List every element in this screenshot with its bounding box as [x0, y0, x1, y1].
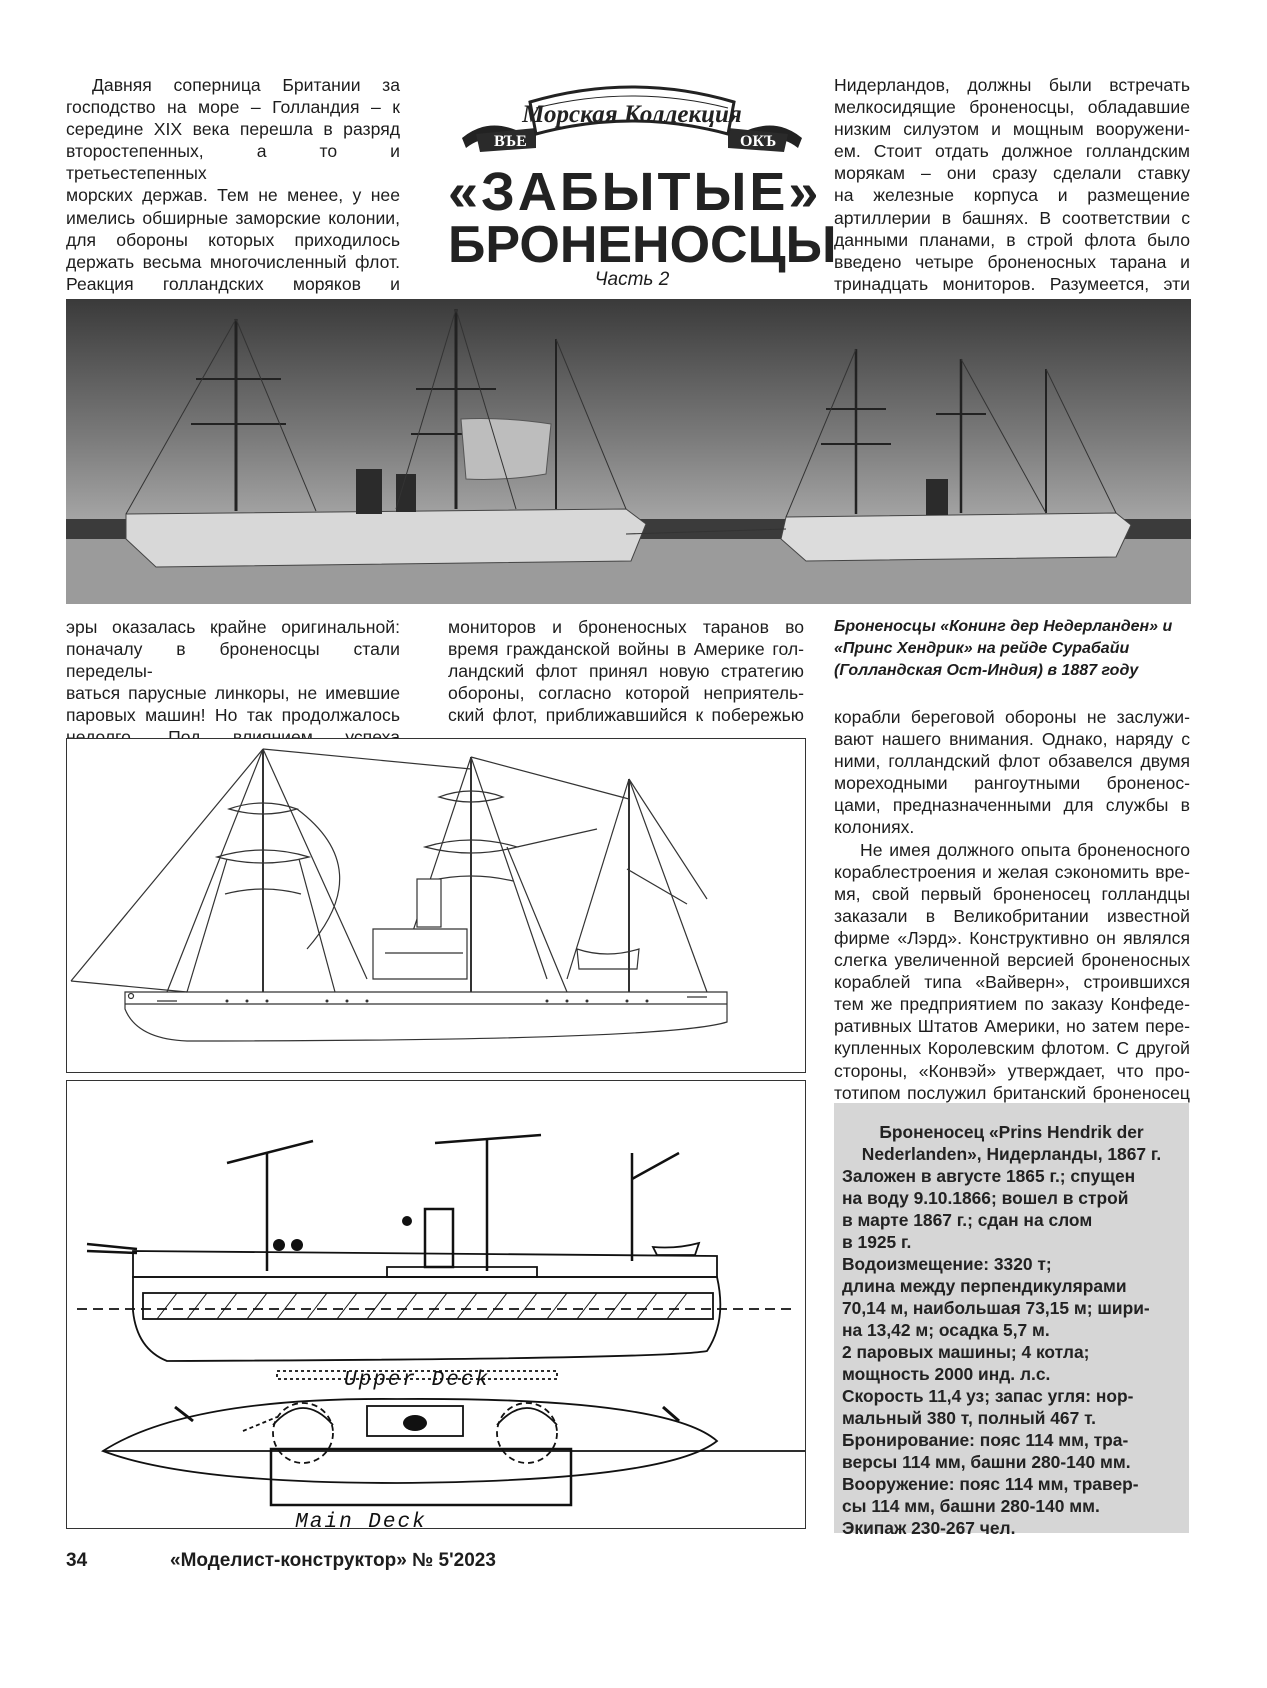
- article-header: [448, 72, 837, 290]
- paragraph-line: вают нашего внимания. Однако, наряду с: [834, 729, 1190, 750]
- paragraph-line: второстепенных, а то и третьестепенных: [66, 141, 400, 184]
- paragraph-line: тем же предприятием по заказу Конфеде-: [834, 994, 1190, 1015]
- paragraph-line: кораблестроения и желая сэкономить вре-: [834, 861, 1190, 882]
- specs-line: мощность 2000 инд. л.с.: [842, 1364, 1051, 1384]
- ironclads-photo: [66, 299, 1191, 604]
- paragraph-line: ландский флот принял новую стратегию: [448, 661, 804, 682]
- paragraph-line: имелись обширные заморские колонии,: [66, 207, 400, 228]
- paragraph-line: низким силуэтом и мощным вооружени-: [834, 119, 1190, 140]
- page-number: 34: [66, 1550, 88, 1571]
- specs-line: мальный 380 т, полный 467 т.: [842, 1408, 1096, 1428]
- article-title-line1: «ЗАБЫТЫЕ»: [448, 162, 822, 222]
- paragraph-line: обороны, согласно которой неприятель-: [448, 683, 804, 704]
- paragraph-line: данными планами, в строй флота было: [834, 229, 1190, 250]
- column3-mid-text: [834, 706, 1190, 1104]
- specs-line: Экипаж 230-267 чел.: [842, 1518, 1016, 1538]
- paragraph-line: фирме «Лэрд». Конструктивно он являлся: [834, 927, 1190, 948]
- paragraph-line: тотипом послужил британский броненосец: [834, 1082, 1190, 1103]
- specs-line: на воду 9.10.1866; вошел в строй: [842, 1188, 1129, 1208]
- paragraph-line: мониторов и броненосных таранов во: [448, 617, 804, 637]
- paragraph-line: цами, предназначенными для службы в: [834, 795, 1190, 816]
- paragraph-line: Не имея должного опыта броненосного: [860, 839, 1190, 860]
- paragraph-line: середине XIX века перешла в разряд: [66, 119, 400, 140]
- paragraph-line: слегка увеличенной версией броненосных: [834, 950, 1190, 971]
- paragraph-line: тринадцать мониторов. Разумеется, эти: [834, 273, 1190, 294]
- svg-text:Морская Коллекция: Морская Коллекция: [522, 101, 742, 128]
- paragraph-line: Давняя соперница Британии за: [92, 75, 400, 95]
- upper-deck-label: Upper Deck: [343, 1369, 491, 1392]
- paragraph-line: паровых машин! Но так продолжалось: [66, 705, 400, 726]
- main-deck-label: Main Deck: [295, 1511, 427, 1528]
- specs-line: Скорость 11,4 уз; запас угля: нор-: [842, 1386, 1134, 1406]
- paragraph-line: поначалу в броненосцы стали переделы-: [66, 639, 400, 682]
- paragraph-line: мя, свой первый броненосец голландцы: [834, 883, 1190, 904]
- paragraph-line: введено четыре броненосных тарана и: [834, 251, 1190, 272]
- paragraph-line: стороны, «Конвэй» утверждает, что про-: [834, 1060, 1190, 1081]
- specs-line: на 13,42 м; осадка 5,7 м.: [842, 1320, 1050, 1340]
- ship-side-profile-drawing: [66, 738, 806, 1073]
- paragraph-line: заказали в Великобритании известной: [834, 905, 1190, 926]
- specs-line: сы 114 мм, башни 280-140 мм.: [842, 1496, 1100, 1516]
- paragraph-line: мореходными рангоутными броненос-: [834, 773, 1190, 794]
- paragraph-line: эры оказалась крайне оригинальной:: [66, 617, 400, 637]
- specs-line: Бронирование: пояс 114 мм, тра-: [842, 1430, 1129, 1450]
- paragraph-line: колониях.: [834, 817, 915, 838]
- specs-box: [834, 1103, 1189, 1538]
- paragraph-line: ский флот, приближавшийся к побережью: [448, 705, 804, 726]
- paragraph-line: для обороны которых приходилось: [66, 229, 400, 250]
- paragraph-line: артиллерии в башнях. В соответствии с: [834, 207, 1190, 228]
- paragraph-line: ваться парусные линкоры, не имевшие: [66, 683, 400, 704]
- svg-text:ОКЪ: ОКЪ: [740, 133, 777, 150]
- paragraph-line: мелкосидящие броненосцы, обладавшие: [834, 97, 1190, 118]
- specs-line: в 1925 г.: [842, 1232, 912, 1252]
- morskaya-kollektsiya-logo: [456, 78, 808, 160]
- paragraph-line: Реакция голландских моряков и: [66, 273, 400, 294]
- photo-caption: Броненосцы «Конинг дер Недерланден» и «Принс Хендрик» на рейде Сурабайи (Голландская Ост-Индия) в 1887 году: [834, 618, 1173, 679]
- specs-line: 2 паровых машины; 4 котла;: [842, 1342, 1090, 1362]
- paragraph-line: на железные корпуса и размещение: [834, 185, 1190, 206]
- paragraph-line: морских держав. Тем не менее, у нее: [66, 185, 400, 206]
- magazine-issue: «Моделист-конструктор» № 5'2023: [170, 1550, 496, 1571]
- paragraph-line: ративных Штатов Америки, но затем пере-: [834, 1016, 1190, 1037]
- paragraph-line: ними, голландский флот обзавелся двумя: [834, 751, 1190, 772]
- specs-line: версы 114 мм, башни 280-140 мм.: [842, 1452, 1131, 1472]
- paragraph-line: купленных Королевским флотом. С другой: [834, 1038, 1190, 1059]
- specs-line: Броненосец «Prins Hendrik der: [879, 1122, 1144, 1142]
- column3-top-text: [834, 74, 1190, 295]
- svg-text:ВЪЕ: ВЪЕ: [494, 133, 527, 150]
- paragraph-line: время гражданской войны в Америке гол-: [448, 639, 804, 660]
- specs-line: Вооружение: пояс 114 мм, травер-: [842, 1474, 1139, 1494]
- column2-mid-text: [448, 616, 804, 726]
- specs-line: Водоизмещение: 3320 т;: [842, 1254, 1052, 1274]
- article-part: Часть 2: [594, 269, 670, 290]
- paragraph-line: господство на море – Голландия – к: [66, 97, 400, 118]
- paragraph-line: морякам – они сразу сделали ставку: [834, 163, 1190, 184]
- paragraph-line: корабли береговой обороны не заслужи-: [834, 707, 1190, 727]
- paragraph-line: ем. Стоит отдать должное голландским: [834, 141, 1190, 162]
- deck-plan-drawing: [66, 1080, 806, 1529]
- deck-plan-svg: [67, 1081, 805, 1528]
- specs-line: длина между перпендикулярами: [842, 1276, 1127, 1296]
- specs-line: в марте 1867 г.; сдан на слом: [842, 1210, 1093, 1230]
- specs-line: 70,14 м, наибольшая 73,15 м; шири-: [842, 1298, 1150, 1318]
- paragraph-line: Нидерландов, должны были встречать: [834, 75, 1190, 95]
- paragraph-line: кораблей типа «Вайверн», строившихся: [834, 972, 1190, 993]
- article-title-line2: БРОНЕНОСЦЫ: [448, 216, 837, 274]
- paragraph-line: держать весьма многочисленный флот.: [66, 251, 400, 272]
- specs-line: Заложен в августе 1865 г.; спущен: [842, 1166, 1136, 1186]
- side-profile-svg: [67, 739, 805, 1072]
- specs-line: Nederlanden», Нидерланды, 1867 г.: [861, 1144, 1162, 1164]
